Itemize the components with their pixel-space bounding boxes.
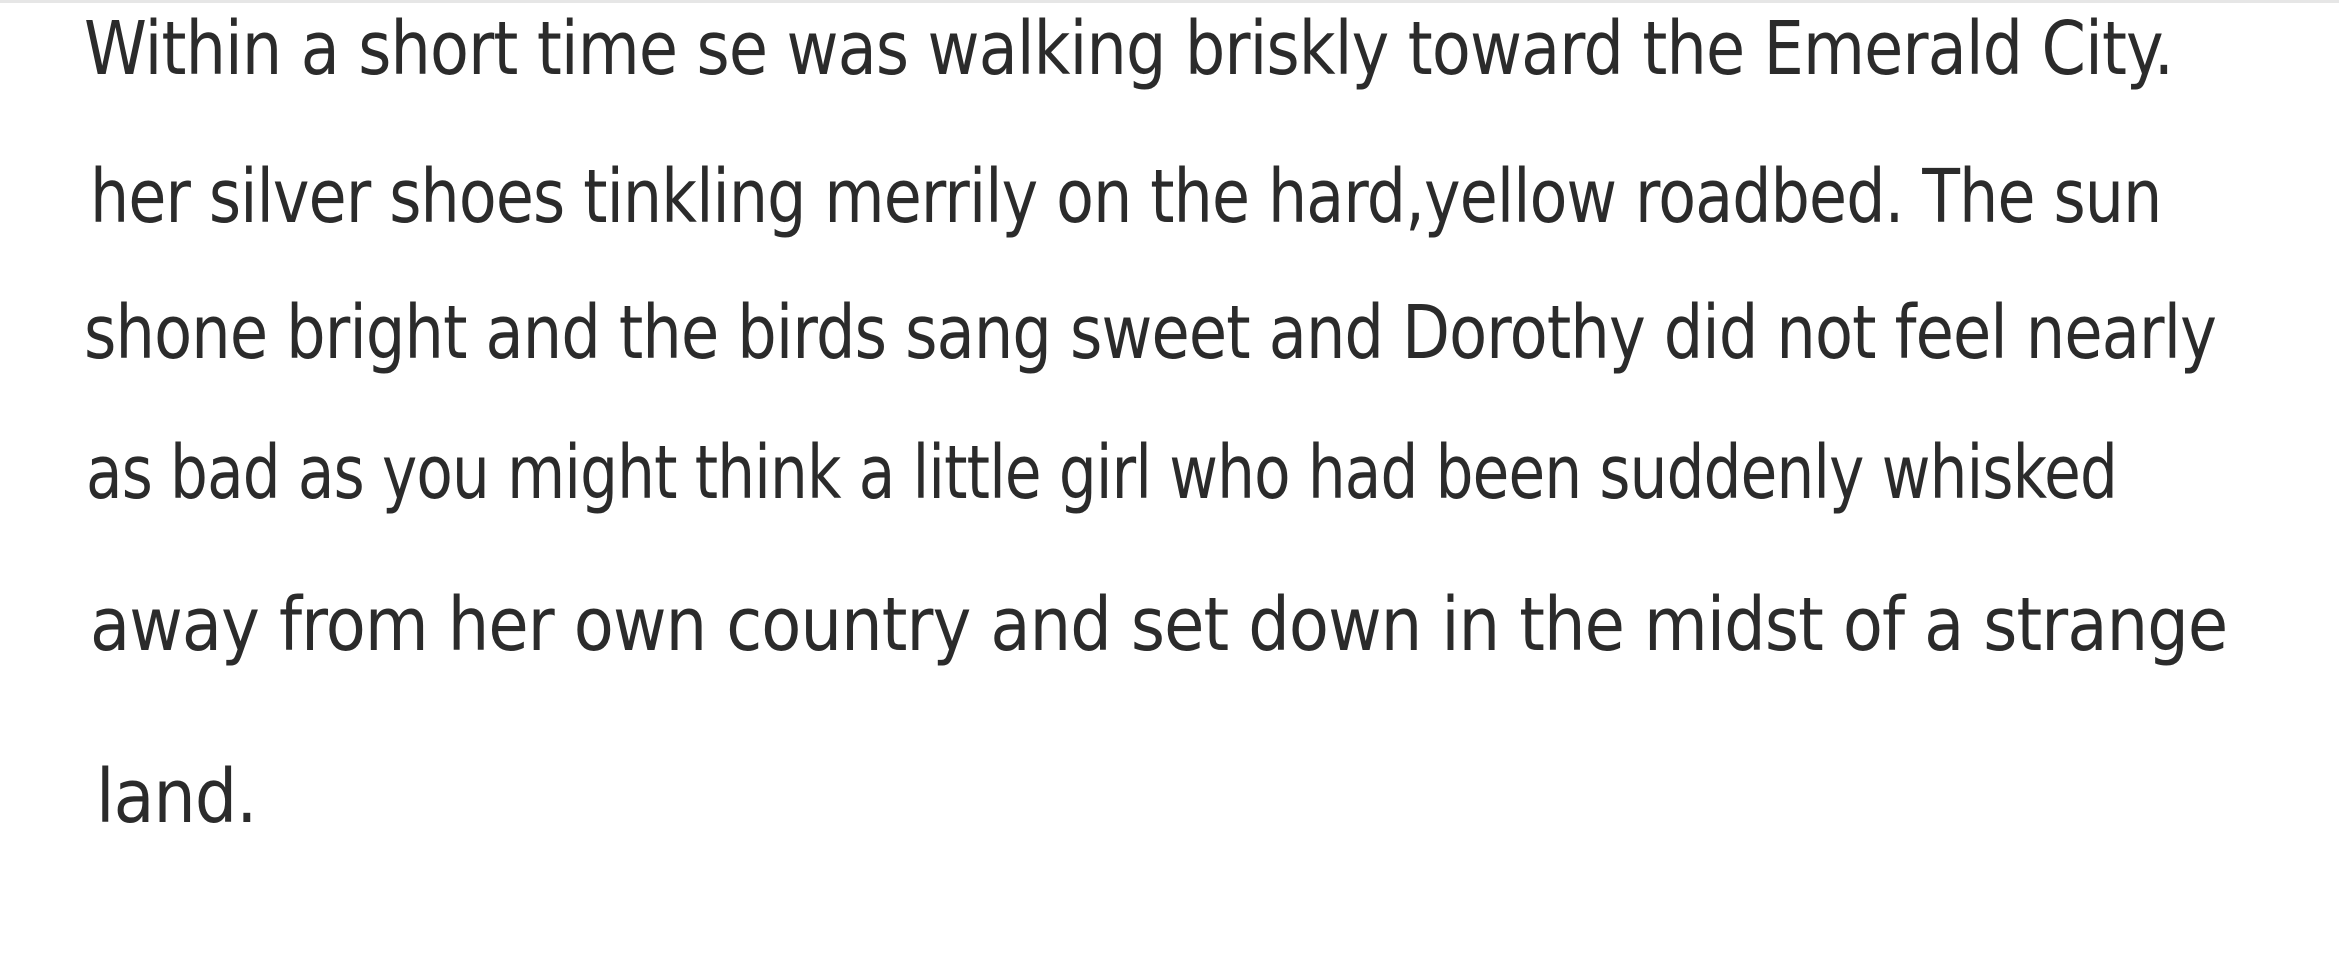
handwritten-line-4: as bad as you might think a little girl who had been suddenly whisked	[86, 430, 2118, 516]
handwritten-line-1: Within a short time se was walking briskly toward the Emerald City.	[84, 6, 2174, 92]
handwritten-line-3: shone bright and the birds sang sweet and Dorothy did not feel nearly	[84, 290, 2217, 376]
handwritten-line-6: land.	[96, 754, 257, 840]
handwritten-line-2: her silver shoes tinkling merrily on the hard,yellow roadbed. The sun	[90, 154, 2162, 240]
handwritten-line-5: away from her own country and set down in the midst of a strange	[90, 582, 2228, 668]
